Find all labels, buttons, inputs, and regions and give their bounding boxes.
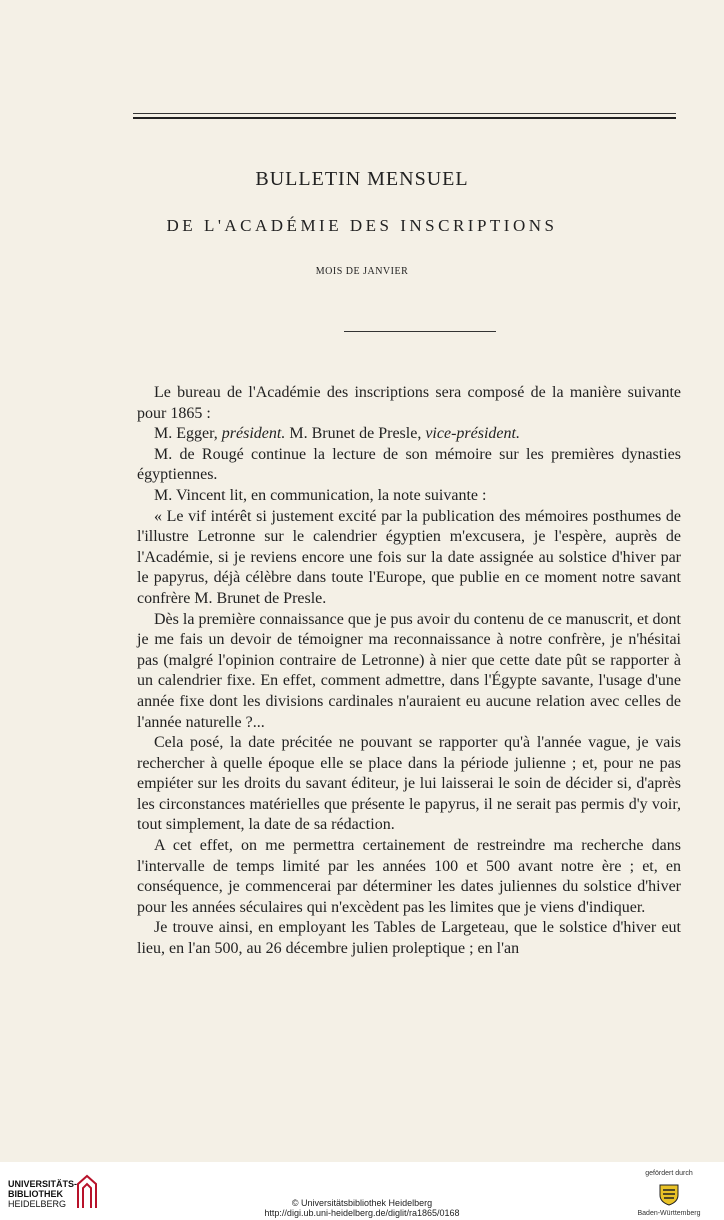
paragraph-vincent: M. Vincent lit, en communication, la note suivante :: [154, 486, 487, 504]
vice-president-role: vice-président.: [425, 425, 520, 443]
paragraph-date: Cela posé, la date précitée ne pouvant se rapporter qu'à l'année vague, je vais rechercher à quelle époque elle se place dans la période julienne ; et, pour ne pas empiéter sur les droits du savant éditeur, je lui laisserai le soin de décider si, d'après les circonstances matérielles que présente le papyrus, il ne serait pas permis d'y voir, tout simplement, la date de sa rédaction.: [137, 734, 681, 834]
funded-by-label: gefördert durch: [645, 1170, 693, 1177]
paragraph-largeteau: Je trouve ainsi, en employant les Tables de Largeteau, que le solstice d'hiver eut lieu, en l'an 500, au 26 décembre julien proleptique ; en l'an: [137, 919, 681, 958]
funder-name: Baden-Württemberg: [637, 1210, 701, 1217]
library-logo-text[interactable]: UNIVERSITÄTS- BIBLIOTHEK HEIDELBERG: [8, 1179, 78, 1209]
paragraph-bureau: Le bureau de l'Académie des inscriptions sera composé de la manière suivante pour 1865 :: [137, 384, 681, 422]
funding-block: [624, 1170, 714, 1217]
paragraph-interval: A cet effet, on me permettra certainement de restreindre ma recherche dans l'intervalle de temps limité par les années 100 et 500 avant notre ère ; et, en conséquence, je commencerai par déterminer les dates juliennes du solstice d'hiver pour les années séculaires qui n'excèdent pas les limites que je viens d'indiquer.: [137, 837, 681, 916]
digitization-footer: [0, 1162, 724, 1220]
permalink[interactable]: http://digi.ub.uni-heidelberg.de/diglit/ra1865/0168: [264, 1208, 460, 1218]
paragraph-manuscript: Dès la première connaissance que je pus avoir du contenu de ce manuscrit, et dont je me fais un devoir de témoigner ma reconnaissance à notre confrère, je n'hésitai pas (malgré l'opinion contraire de Letronne) à nier que cette date pût se rapporter à un calendrier fixe. En effet, comment admettre, dans l'Égypte savante, l'usage d'une année fixe dont les divisions cardinales n'auraient eu aucune relation avec celles de l'année naturelle ?...: [137, 610, 681, 731]
paragraph-rouge: M. de Rougé continue la lecture de son mémoire sur les premières dynasties égyptiennes.: [137, 445, 681, 484]
paragraph-officers: [137, 424, 681, 445]
president-name: M. Egger,: [154, 425, 218, 443]
academy-subtitle: DE L'ACADÉMIE DES INSCRIPTIONS: [166, 216, 558, 235]
baden-wuerttemberg-crest-icon: [658, 1182, 680, 1206]
section-divider: [344, 331, 496, 332]
top-rule-thick: [133, 117, 676, 119]
paragraph-letronne: « Le vif intérêt si justement excité par la publication des mémoires posthumes de l'illustre Letronne sur le calendrier égyptien m'excusera, je l'espère, auprès de l'Académie, si je reviens encore une fois sur la date assignée au solstice d'hiver par le papyrus, déjà célèbre dans toute l'Europe, que publie en ce moment notre savant confrère M. Brunet de Presle.: [137, 507, 681, 607]
vice-president-name: M. Brunet de Presle,: [289, 425, 422, 443]
credit-block: [0, 1198, 724, 1218]
bulletin-title: BULLETIN MENSUEL: [255, 168, 469, 190]
article-body: [137, 383, 681, 960]
month-heading: MOIS DE JANVIER: [315, 266, 409, 277]
top-rule-thin: [133, 113, 676, 114]
copyright-text: © Universitätsbibliothek Heidelberg: [291, 1198, 433, 1208]
president-role: président.: [221, 425, 286, 443]
